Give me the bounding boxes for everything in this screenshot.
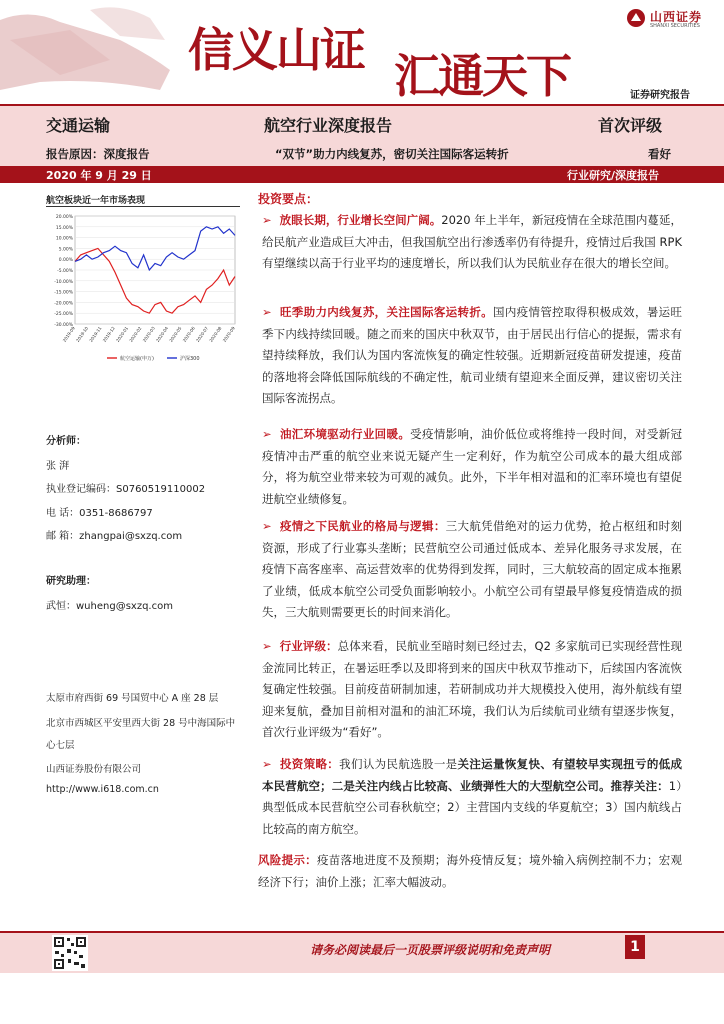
industry-name: 交通运输 <box>46 116 111 135</box>
company-logo <box>626 6 716 32</box>
y-tick-label: -5.00% <box>57 269 73 274</box>
x-tick-label: 2020-04 <box>155 325 170 343</box>
point-6-bold: 关注运量恢复快、有望较早实现扭亏的低成本民营航空；二是关注内线占比较高、业绩弹性大的大型航空公司。推荐关注： <box>262 757 683 793</box>
y-tick-label: 20.00% <box>55 215 73 220</box>
point-2-head: 旺季助力内线复苏，关注国际客运转折。 <box>279 305 493 319</box>
legend-label: 沪深300 <box>180 356 200 362</box>
address-line-2: 北京市西城区平安里西大街 28 号中海国际中心七层 <box>46 718 236 751</box>
point-2-body: 国内疫情管控取得积极成效，暑运旺季下内线持续回暖。随之而来的国庆中秋双节，由于居民出行信心的提振，需求有望持续释放，我们认为国内客流恢复的确定性较强。近期新冠疫苗研发提速，疫苗的落地将会降低国际航线的不确定性，航司业绩有望迎来全面反弹，建议密切关注国际客流拐点。 <box>262 305 683 405</box>
y-tick-label: 10.00% <box>55 236 73 242</box>
legend-label: 航空运输(申万) <box>120 356 154 362</box>
qr-code-icon[interactable] <box>52 935 88 971</box>
x-tick-label: 2020-01 <box>115 325 130 343</box>
analyst-phone: 电 话：0351-8686797 <box>46 508 153 519</box>
chart-underline <box>46 206 240 207</box>
rating-type: 首次评级 <box>598 116 663 135</box>
point-4-body: 三大航凭借绝对的运力优势，抢占枢纽和时刻资源，形成了行业寡头垄断；民营航空公司通过低成本、差异化服务寻求发展，在疫情下高客座率、高运营效率的优势得到发挥，同时，三大航较高的固定成本拖累了业绩，低成本航空公司受负面影响较小。小航空公司有望最早修复疫情造成的损失，三大航则需要更长的时间来消化。 <box>262 519 683 619</box>
report-subtitle: “双节”助力内线复苏，密切关注国际客运转折 <box>275 147 509 161</box>
bullet-arrow-icon: ➢ <box>262 213 272 227</box>
y-tick-label: 0.00% <box>58 258 73 264</box>
logo-text: 山西证券 <box>650 10 703 24</box>
bullet-arrow-icon: ➢ <box>262 305 272 319</box>
point-3 <box>262 424 682 510</box>
y-tick-label: -20.00% <box>54 301 73 307</box>
points-title: 投资要点： <box>258 192 319 206</box>
point-5-body: 总体来看，民航业至暗时刻已经过去，Q2 多家航司已实现经营性现金流同比转正，在暑运旺季以及即将到来的国庆中秋双节推动下，后续国内客流恢复确定性较强。目前疫苗研制加速，若研制成功并大规模投入使用，海外航线有望迎来复航，叠加目前相对温和的油汇环境，我们认为后续航司业绩有望逐步恢复，首次行业评级为“看好”。 <box>262 639 682 739</box>
x-tick-label: 2020-02 <box>128 325 143 343</box>
market-performance-chart <box>45 210 241 370</box>
address-line-1: 太原市府西街 69 号国贸中心 A 座 28 层 <box>46 693 219 704</box>
research-report-label: 证券研究报告 <box>630 90 690 101</box>
x-tick-label: 2019-09 <box>61 325 76 343</box>
x-tick-label: 2020-09 <box>221 325 236 343</box>
analyst-label: 分析师： <box>46 436 86 447</box>
y-tick-label: 5.00% <box>58 247 73 253</box>
point-4-head: 疫情之下民航业的格局与逻辑： <box>279 519 446 533</box>
x-tick-label: 2019-10 <box>75 325 90 343</box>
point-4 <box>262 516 682 624</box>
y-tick-label: -25.00% <box>54 312 73 318</box>
page-number: 1 <box>630 939 640 955</box>
report-category: 行业研究/深度报告 <box>567 169 660 182</box>
x-tick-label: 2019-11 <box>88 325 103 343</box>
analyst-name: 张 湃 <box>46 461 70 472</box>
disclaimer-text: 请务必阅读最后一页股票评级说明和免责声明 <box>310 943 551 957</box>
point-1-body: 2020 年上半年，新冠疫情在全球范围内蔓延，给民航产业造成巨大冲击，但我国航空出行渗透率仍有待提升，疫情过后我国 RPK 有望继续以高于行业平均的速度增长，所以我们认为民航业存在很大的增长空间。 <box>262 213 683 270</box>
y-tick-label: -15.00% <box>54 290 73 296</box>
risk-head: 风险提示： <box>258 853 317 867</box>
point-1 <box>262 210 682 275</box>
bullet-arrow-icon: ➢ <box>262 639 272 653</box>
point-6-body-b: 1）典型低成本民营航空公司春秋航空；2）主营国内支线的华夏航空；3）国内航线占比较高的南方航空。 <box>262 778 682 836</box>
report-reason: 报告原因：深度报告 <box>46 147 150 161</box>
report-type: 航空行业深度报告 <box>264 116 393 135</box>
point-6 <box>262 754 682 840</box>
banner-left: 信义山证 <box>188 23 364 77</box>
x-tick-label: 2019-12 <box>101 325 116 343</box>
bullet-arrow-icon: ➢ <box>262 427 272 441</box>
assistant-contact[interactable]: 武恒：wuheng@sxzq.com <box>46 601 173 612</box>
rating-value: 看好 <box>648 147 671 161</box>
company-name: 山西证券股份有限公司 <box>46 764 142 775</box>
y-tick-label: -30.00% <box>54 323 73 328</box>
risk-warning <box>258 850 682 893</box>
point-1-head: 放眼长期，行业增长空间广阔。 <box>279 213 442 227</box>
bullet-arrow-icon: ➢ <box>262 757 272 771</box>
report-date: 2020 年 9 月 29 日 <box>46 169 152 182</box>
x-tick-label: 2020-08 <box>208 325 223 343</box>
analyst-license: 执业登记编码：S0760519110002 <box>46 484 206 495</box>
x-tick-label: 2020-03 <box>141 325 156 343</box>
header-banner <box>0 0 724 100</box>
x-tick-label: 2020-05 <box>168 325 183 343</box>
point-3-head: 油汇环境驱动行业回暖。 <box>279 427 411 441</box>
point-2 <box>262 302 682 410</box>
y-tick-label: 15.00% <box>55 225 73 231</box>
assistant-label: 研究助理： <box>46 576 96 587</box>
x-tick-label: 2020-06 <box>181 325 196 343</box>
logo-subtext: SHANXI SECURITIES <box>650 23 700 29</box>
point-6-body-a: 我们认为民航选股一是 <box>339 757 458 771</box>
risk-body: 疫苗落地进度不及预期；海外疫情反复；境外输入病例控制不力；宏观经济下行；油价上涨；汇率大幅波动。 <box>258 853 683 889</box>
x-tick-label: 2020-07 <box>195 325 210 343</box>
point-5-head: 行业评级： <box>279 639 338 653</box>
bullet-arrow-icon: ➢ <box>262 519 272 533</box>
company-url[interactable]: http://www.i618.com.cn <box>46 784 159 795</box>
chart-title: 航空板块近一年市场表现 <box>46 196 146 206</box>
logo-icon <box>626 8 646 28</box>
point-6-head: 投资策略： <box>279 757 340 771</box>
y-tick-label: -10.00% <box>54 279 73 285</box>
analyst-email[interactable]: 邮 箱：zhangpai@sxzq.com <box>46 531 183 542</box>
banner-right: 汇通天下 <box>394 49 570 100</box>
point-3-body: 受疫情影响，油价低位或将维持一段时间，对受新冠疫情冲击严重的航空业来说无疑产生一定利好，作为航空公司成本的最大组成部分，将为航空业带来较为可观的减负。此外，下半年相对温和的汇率环境也有望促进航空业绩修复。 <box>262 427 683 506</box>
point-5 <box>262 636 682 744</box>
